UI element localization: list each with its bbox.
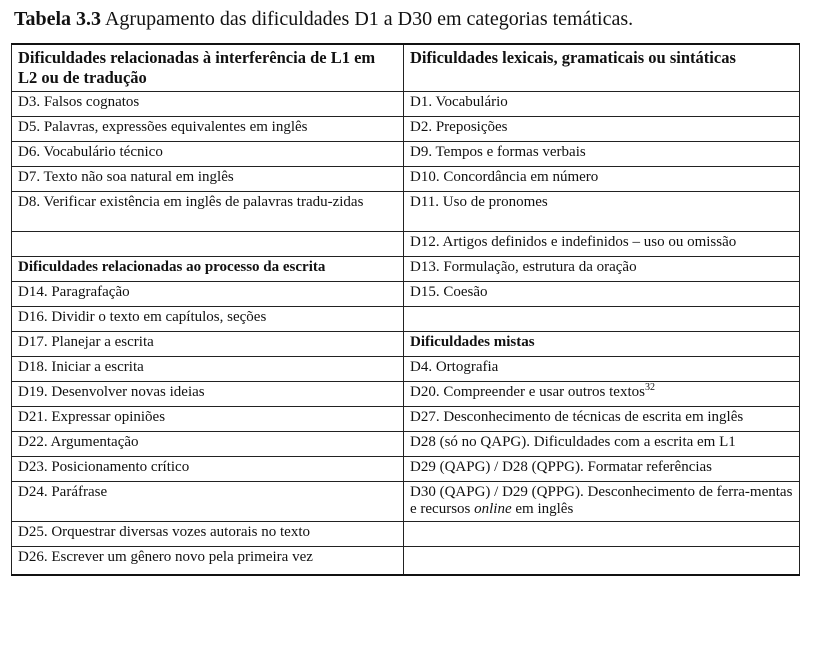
cell-right-text-end: em inglês [511,501,574,517]
subheader-writing-process: Dificuldades relacionadas ao processo da escrita [12,257,404,282]
table-row [12,142,800,167]
table-row [12,382,800,407]
cell-right-text: D20. Compreender e usar outros textos [410,384,645,400]
cell-left: D22. Argumentação [12,432,404,457]
cell-left: D14. Paragrafação [12,282,404,307]
table-row [12,457,800,482]
table-row [12,92,800,117]
italic-word: online [474,501,512,517]
cell-left-empty [12,232,404,257]
cell-right-empty [404,522,800,547]
cell-right: D11. Uso de pronomes [404,192,800,232]
cell-left: D8. Verificar existência em inglês de palavras tradu-zidas [12,192,404,232]
table-row [12,192,800,232]
table-row [12,167,800,192]
table-row [12,307,800,332]
table-row [12,482,800,522]
cell-left: D7. Texto não soa natural em inglês [12,167,404,192]
cell-right: D28 (só no QAPG). Dificuldades com a escrita em L1 [404,432,800,457]
cell-left: D3. Falsos cognatos [12,92,404,117]
cell-right: D9. Tempos e formas verbais [404,142,800,167]
table-row [12,407,800,432]
cell-left: D21. Expressar opiniões [12,407,404,432]
table-row [12,522,800,547]
table-row [12,357,800,382]
footnote-marker: 32 [644,382,655,393]
cell-left: D17. Planejar a escrita [12,332,404,357]
cell-left: D23. Posicionamento crítico [12,457,404,482]
table-row [12,232,800,257]
header-lexical-grammatical: Dificuldades lexicais, gramaticais ou sintáticas [404,44,800,92]
caption-label: Tabela 3.3 [14,8,102,30]
cell-right [404,482,800,522]
cell-right: D27. Desconhecimento de técnicas de escrita em inglês [404,407,800,432]
table-row [12,332,800,357]
table-row [12,282,800,307]
table-row [12,117,800,142]
cell-left: D25. Orquestrar diversas vozes autorais no texto [12,522,404,547]
table-row [12,432,800,457]
cell-right: D12. Artigos definidos e indefinidos – uso ou omissão [404,232,800,257]
table-row [12,547,800,575]
table-header-row [12,44,800,92]
cell-left: D19. Desenvolver novas ideias [12,382,404,407]
cell-right-empty [404,547,800,575]
cell-right: D1. Vocabulário [404,92,800,117]
cell-right [404,382,800,407]
cell-right: D4. Ortografia [404,357,800,382]
cell-left: D5. Palavras, expressões equivalentes em inglês [12,117,404,142]
cell-left: D26. Escrever um gênero novo pela primeira vez [12,547,404,575]
cell-left: D24. Paráfrase [12,482,404,522]
subheader-mixed-difficulties: Dificuldades mistas [404,332,800,357]
cell-right: D29 (QAPG) / D28 (QPPG). Formatar referências [404,457,800,482]
table-row [12,257,800,282]
cell-right: D2. Preposições [404,117,800,142]
cell-left: D16. Dividir o texto em capítulos, seções [12,307,404,332]
cell-right-empty [404,307,800,332]
caption-text: Agrupamento das dificuldades D1 a D30 em categorias temáticas. [101,8,634,30]
cell-right: D10. Concordância em número [404,167,800,192]
difficulties-table [11,43,800,576]
cell-right-text: D30 (QAPG) / D29 (QPPG). Desconhecimento de ferra-mentas e recursos [410,484,793,517]
cell-left: D6. Vocabulário técnico [12,142,404,167]
cell-right: D13. Formulação, estrutura da oração [404,257,800,282]
table-caption [14,6,633,32]
cell-left: D18. Iniciar a escrita [12,357,404,382]
header-interference-l1-l2: Dificuldades relacionadas à interferência de L1 em L2 ou de tradução [12,44,404,92]
cell-right: D15. Coesão [404,282,800,307]
